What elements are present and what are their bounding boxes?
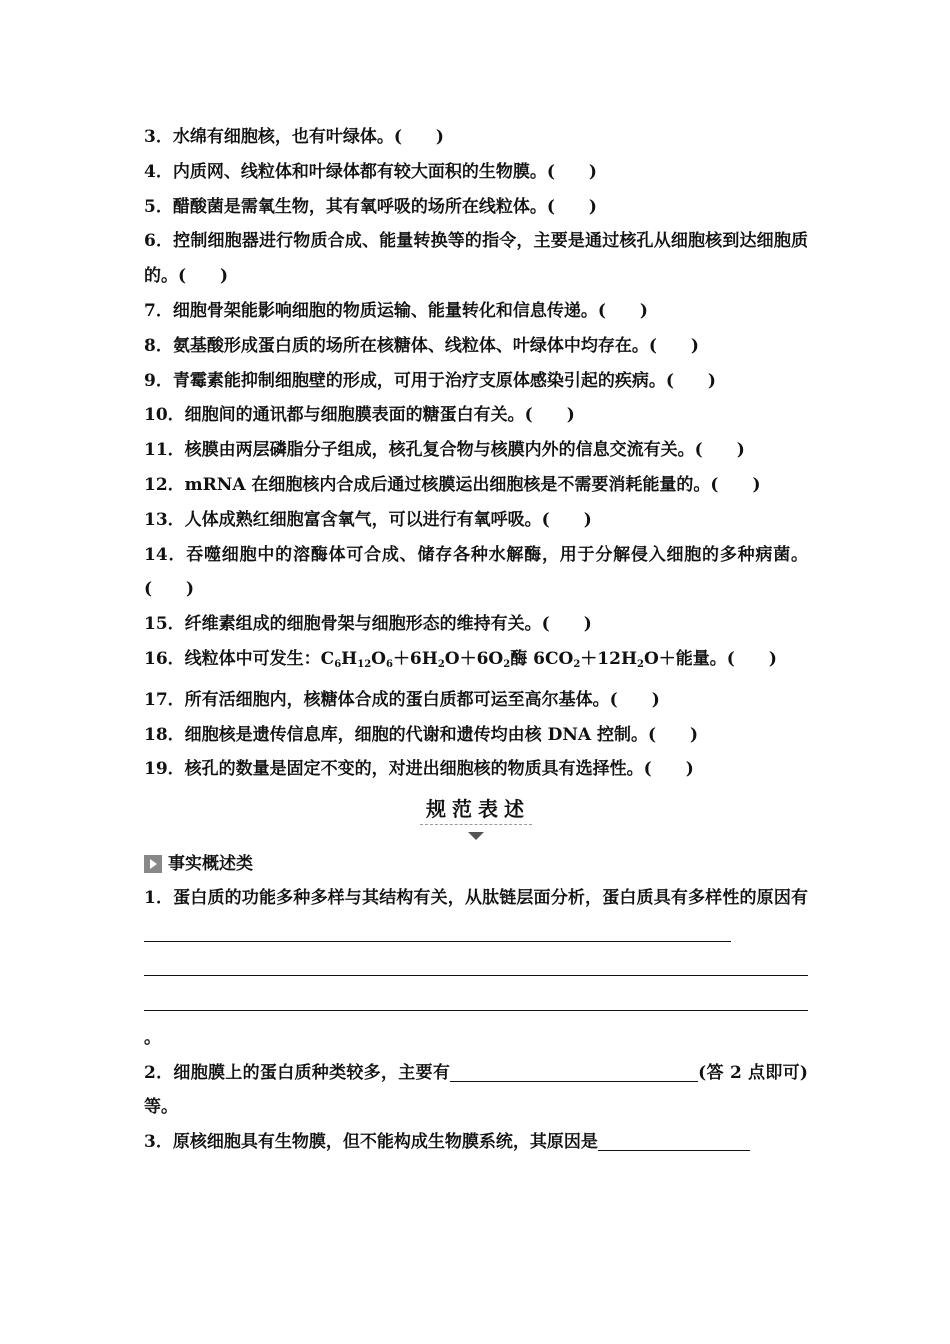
fill-item-1-end: 。: [144, 1027, 161, 1048]
subsection-header: [144, 847, 808, 881]
judgement-item: 6．控制细胞器进行物质合成、能量转换等的指令，主要是通过核孔从细胞核到达细胞质的。( ): [144, 231, 808, 287]
judgement-item: 10．细胞间的通讯都与细胞膜表面的糖蛋白有关。( ): [144, 405, 575, 426]
answer-blank[interactable]: [450, 1063, 698, 1082]
section-title: 规范表述: [420, 793, 532, 825]
judgement-item: 13．人体成熟红细胞富含氧气，可以进行有氧呼吸。( ): [144, 509, 592, 530]
judgement-item: 19．核孔的数量是固定不变的，对进出细胞核的物质具有选择性。( ): [144, 759, 694, 780]
answer-blank[interactable]: [598, 1132, 750, 1151]
judgement-item: 3．水绵有细胞核，也有叶绿体。( ): [144, 127, 444, 147]
judgement-item: 18．细胞核是遗传信息库，细胞的代谢和遗传均由核 DNA 控制。( ): [144, 724, 699, 745]
judgement-item: 4．内质网、线粒体和叶绿体都有较大面积的生物膜。( ): [144, 161, 597, 182]
judgement-item: 17．所有活细胞内，核糖体合成的蛋白质都可运至高尔基体。( ): [144, 689, 660, 710]
judgement-item: 11．核膜由两层磷脂分子组成，核孔复合物与核膜内外的信息交流有关。( ): [144, 440, 745, 461]
judgement-item: 12．mRNA 在细胞核内合成后通过核膜运出细胞核是不需要消耗能量的。( ): [144, 474, 761, 495]
judgement-item: 15．纤维素组成的细胞骨架与细胞形态的维持有关。( ): [144, 614, 592, 635]
reaction-formula: $C_6H_{12}O_6+6H_2O+6O_2$酶 $6CO_2+12H_2O+$能量。: [320, 648, 727, 670]
judgement-item: 7．细胞骨架能影响细胞的物质运输、能量转化和信息传递。( ): [144, 300, 648, 321]
judgement-item: 9．青霉素能抑制细胞壁的形成，可用于治疗支原体感染引起的疾病。( ): [144, 370, 716, 391]
judgement-item: 8．氨基酸形成蛋白质的场所在核糖体、线粒体、叶绿体中均存在。( ): [144, 335, 699, 356]
answer-blank-line[interactable]: [144, 986, 808, 1011]
fill-item-3: 3．原核细胞具有生物膜，但不能构成生物膜系统，其原因是: [144, 1125, 808, 1160]
down-arrow-icon: [468, 832, 484, 840]
fill-item-1: 1．蛋白质的功能多种多样与其结构有关，从肽链层面分析，蛋白质具有多样性的原因有: [144, 881, 808, 951]
enzyme-label: 酶: [510, 648, 528, 669]
section-header: [144, 787, 808, 847]
judgement-item-16: 16．线粒体中可发生：$C_6H_{12}O_6+6H_2O+6O_2$酶 $6CO_2+12H_2O+$能量。( ): [144, 648, 777, 670]
worksheet-page: [144, 120, 808, 1160]
answer-blank-line[interactable]: [144, 951, 808, 976]
judgement-list-tail: [144, 683, 808, 787]
play-icon: [144, 855, 162, 873]
judgement-list: [144, 120, 808, 642]
fill-item-2: 2．细胞膜上的蛋白质种类较多，主要有 (答 2 点即可)等。: [144, 1062, 808, 1118]
subsection-title: 事实概述类: [168, 854, 253, 875]
judgement-item: 5．醋酸菌是需氧生物，其有氧呼吸的场所在线粒体。( ): [144, 196, 597, 217]
judgement-item: 14．吞噬细胞中的溶酶体可合成、储存各种水解酶，用于分解侵入细胞的多种病菌。( ): [144, 544, 808, 600]
answer-blank[interactable]: [144, 923, 731, 942]
